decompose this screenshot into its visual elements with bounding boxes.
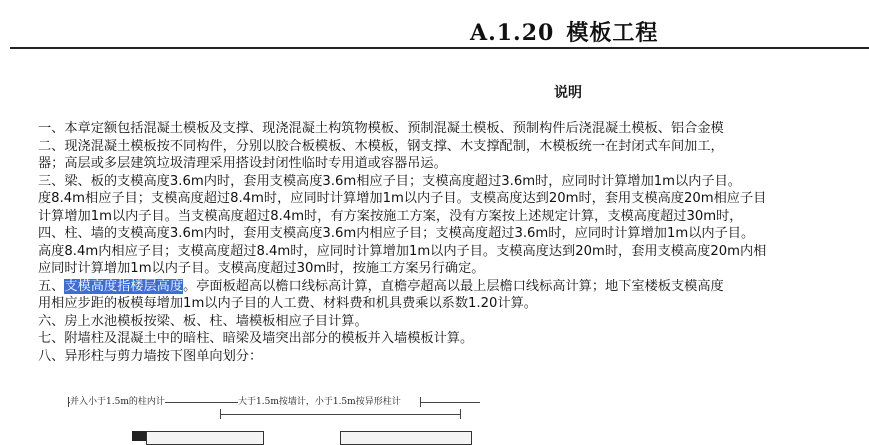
paragraph-line: 六、房上水池模板按梁、板、柱、墙模板相应子目计算。: [38, 313, 368, 329]
paragraph-line: 应同时计算增加1m以内子目。支模高度超过30m时，按施工方案另行确定。: [38, 261, 485, 276]
paragraph-line: 器；高层或多层建筑垃圾清理采用搭设封闭性临时专用道或容器吊运。: [38, 156, 447, 171]
figure-label-left: 并入小于1.5m的柱内计: [70, 394, 165, 407]
wall-section-right: [340, 431, 472, 445]
dimension-tick: [68, 397, 69, 407]
paragraph-line: 高度8.4m内相应子目；支模高度超过8.4m时，应同时计算增加1m以内子目。支模高度达到20m时，套用支模高度20m内相: [38, 243, 767, 259]
paragraph-rest: 。亭面板超高以檐口线标高计算，直檐亭超高以最上层檐口线标高计算；地下室楼板支模高度: [183, 278, 724, 294]
paragraph-line: 用相应步距的板模每增加1m以内子目的人工费、材料费和机具费乘以系数1.20计算。: [38, 296, 537, 311]
paragraph-line: 二、现浇混凝土模板按不同构件，分别以胶合板模板、木模板，钢支撑、木支撑配制，木模板统一在封闭式车间加工，: [38, 138, 724, 154]
wall-section-left: [146, 431, 264, 445]
paragraph-line: 七、附墙柱及混凝土中的暗柱、暗梁及墙突出部分的模板并入墙模板计算。: [38, 331, 474, 346]
dimension-tick: [420, 397, 421, 407]
selected-text[interactable]: 支模高度指楼层高度: [64, 278, 184, 294]
section-number: A.1.20: [470, 20, 555, 46]
subtitle: 说明: [554, 85, 582, 101]
column-section: [132, 431, 146, 441]
paragraph-line: 八、异形柱与剪力墙按下图单向划分：: [38, 348, 263, 364]
figure-label-right: 大于1.5m按墙计，小于1.5m按异形柱计: [238, 394, 401, 407]
paragraph-line: 度8.4m相应子目；支模高度超过8.4m时，应同时计算增加1m以内子目。支模高度达到20m时，套用支模高度20m相应子目: [38, 191, 767, 206]
dimension-tick: [220, 409, 221, 419]
section-title: 模板工程: [566, 20, 659, 46]
paragraph-prefix: 五、: [38, 278, 65, 294]
dimension-line-right: [420, 402, 480, 403]
section-heading: [470, 16, 658, 47]
paragraph-line: 四、柱、墙的支模高度3.6m内时，套用支模高度3.6m内相应子目；支模高度超过3.6m时，应同时计算增加1m以内子目。: [38, 226, 755, 241]
paragraph-line: 三、梁、板的支模高度3.6m内时，套用支模高度3.6m相应子目；支模高度超过3.6m时，应同时计算增加1m以内子目。: [38, 173, 741, 189]
body-text: [38, 120, 869, 365]
top-rule: [10, 47, 869, 49]
column-wall-diagram: [40, 385, 869, 439]
paragraph-line: 计算增加1m以内子目。当支模高度超过8.4m时，有方案按施工方案，没有方案按上述规定计算，支模高度超过30m时，: [38, 208, 743, 224]
paragraph-line-highlighted: [38, 278, 869, 296]
dimension-tick: [460, 409, 461, 419]
dimension-line-mid: [220, 414, 460, 415]
paragraph-line: 一、本章定额包括混凝土模板及支撑、现浇混凝土构筑物模板、预制混凝土模板、预制构件后浇混凝土模板、铝合金模: [38, 121, 724, 136]
